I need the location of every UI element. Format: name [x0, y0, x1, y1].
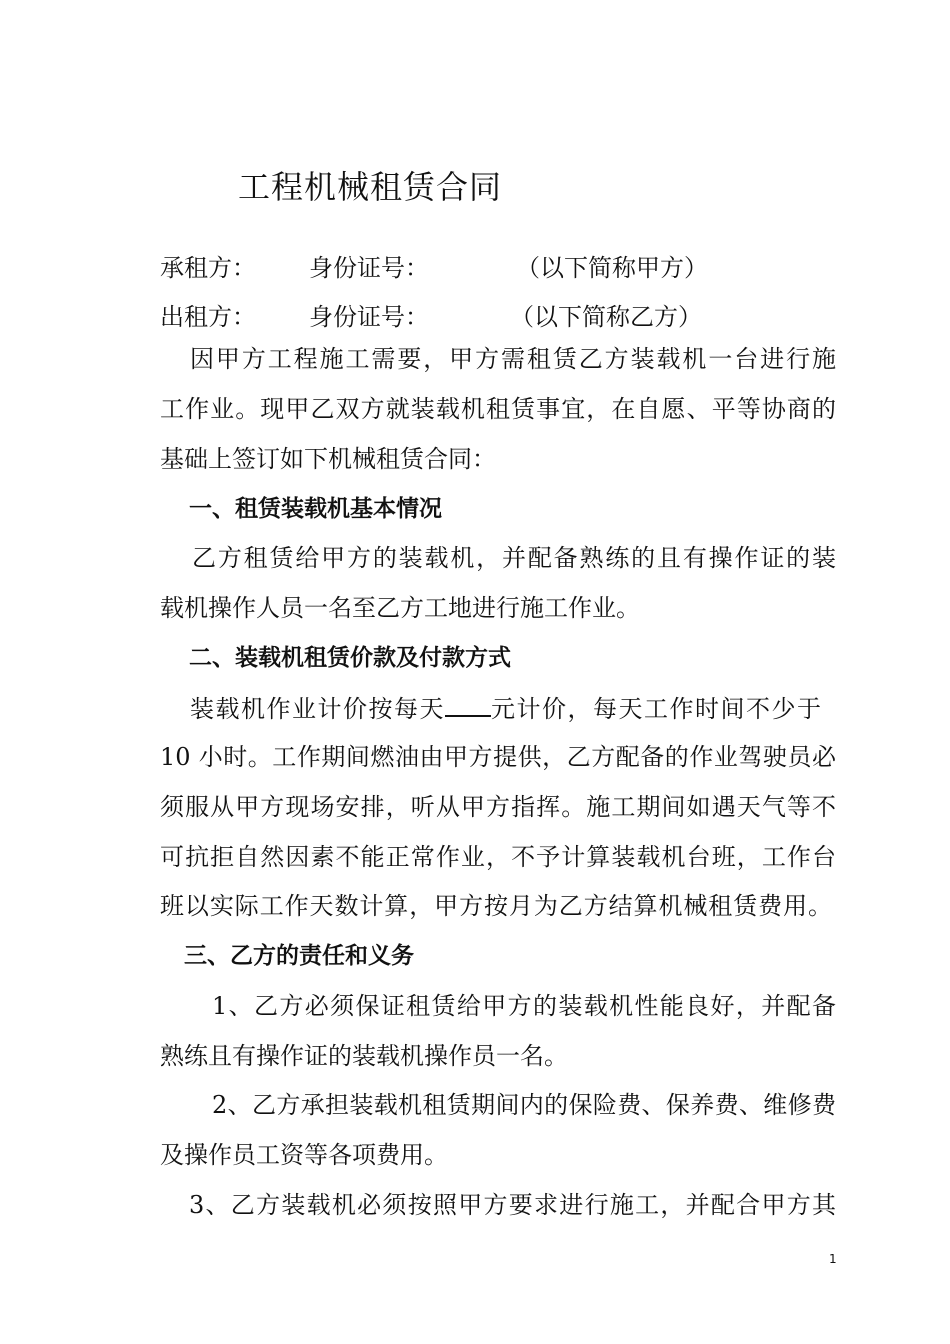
section1-line: 载机操作人员一名至乙方工地进行施工作业。 — [160, 594, 640, 622]
page-number: 1 — [829, 1252, 837, 1266]
section3-item3-line: 3、乙方装载机必须按照甲方要求进行施工，并配合甲方其 — [189, 1191, 836, 1219]
lessor-alias: （以下简称乙方） — [510, 303, 702, 331]
lessor-label: 出租方： — [160, 303, 256, 331]
section2-line: 可抗拒自然因素不能正常作业，不予计算装载机台班，工作台 — [160, 843, 836, 871]
document-title: 工程机械租赁合同 — [238, 168, 503, 206]
intro-line: 因甲方工程施工需要，甲方需租赁乙方装载机一台进行施 — [190, 345, 836, 373]
section3-item1-line: 1、乙方必须保证租赁给甲方的装载机性能良好，并配备 — [212, 992, 836, 1020]
section2-line: 班以实际工作天数计算，甲方按月为乙方结算机械租赁费用。 — [160, 892, 832, 920]
section2-line: 须服从甲方现场安排，听从甲方指挥。施工期间如遇天气等不 — [160, 793, 836, 821]
section2-line: 10 小时。工作期间燃油由甲方提供，乙方配备的作业驾驶员必 — [160, 743, 836, 771]
lessor-id-label: 身份证号： — [309, 303, 429, 331]
price-text-after: 元计价，每天工作时间不少于 — [491, 695, 823, 723]
section2-price-line — [190, 695, 836, 721]
intro-line: 基础上签订如下机械租赁合同： — [160, 445, 496, 473]
price-text-before: 装载机作业计价按每天 — [190, 695, 445, 723]
section1-heading: 一、租赁装载机基本情况 — [189, 496, 442, 522]
section2-heading: 二、装载机租赁价款及付款方式 — [189, 645, 511, 671]
price-blank-field — [445, 695, 491, 717]
section3-item1-line: 熟练且有操作证的装载机操作员一名。 — [160, 1042, 568, 1070]
section3-heading: 三、乙方的责任和义务 — [184, 943, 414, 969]
section3-item2-line: 及操作员工资等各项费用。 — [160, 1141, 448, 1169]
lessee-label: 承租方： — [160, 254, 256, 282]
lessee-id-label: 身份证号： — [309, 254, 429, 282]
section3-item2-line: 2、乙方承担装载机租赁期间内的保险费、保养费、维修费 — [212, 1091, 836, 1119]
section1-line: 乙方租赁给甲方的装载机，并配备熟练的且有操作证的装 — [192, 544, 836, 572]
lessee-alias: （以下简称甲方） — [516, 254, 708, 282]
intro-line: 工作业。现甲乙双方就装载机租赁事宜，在自愿、平等协商的 — [160, 395, 836, 423]
